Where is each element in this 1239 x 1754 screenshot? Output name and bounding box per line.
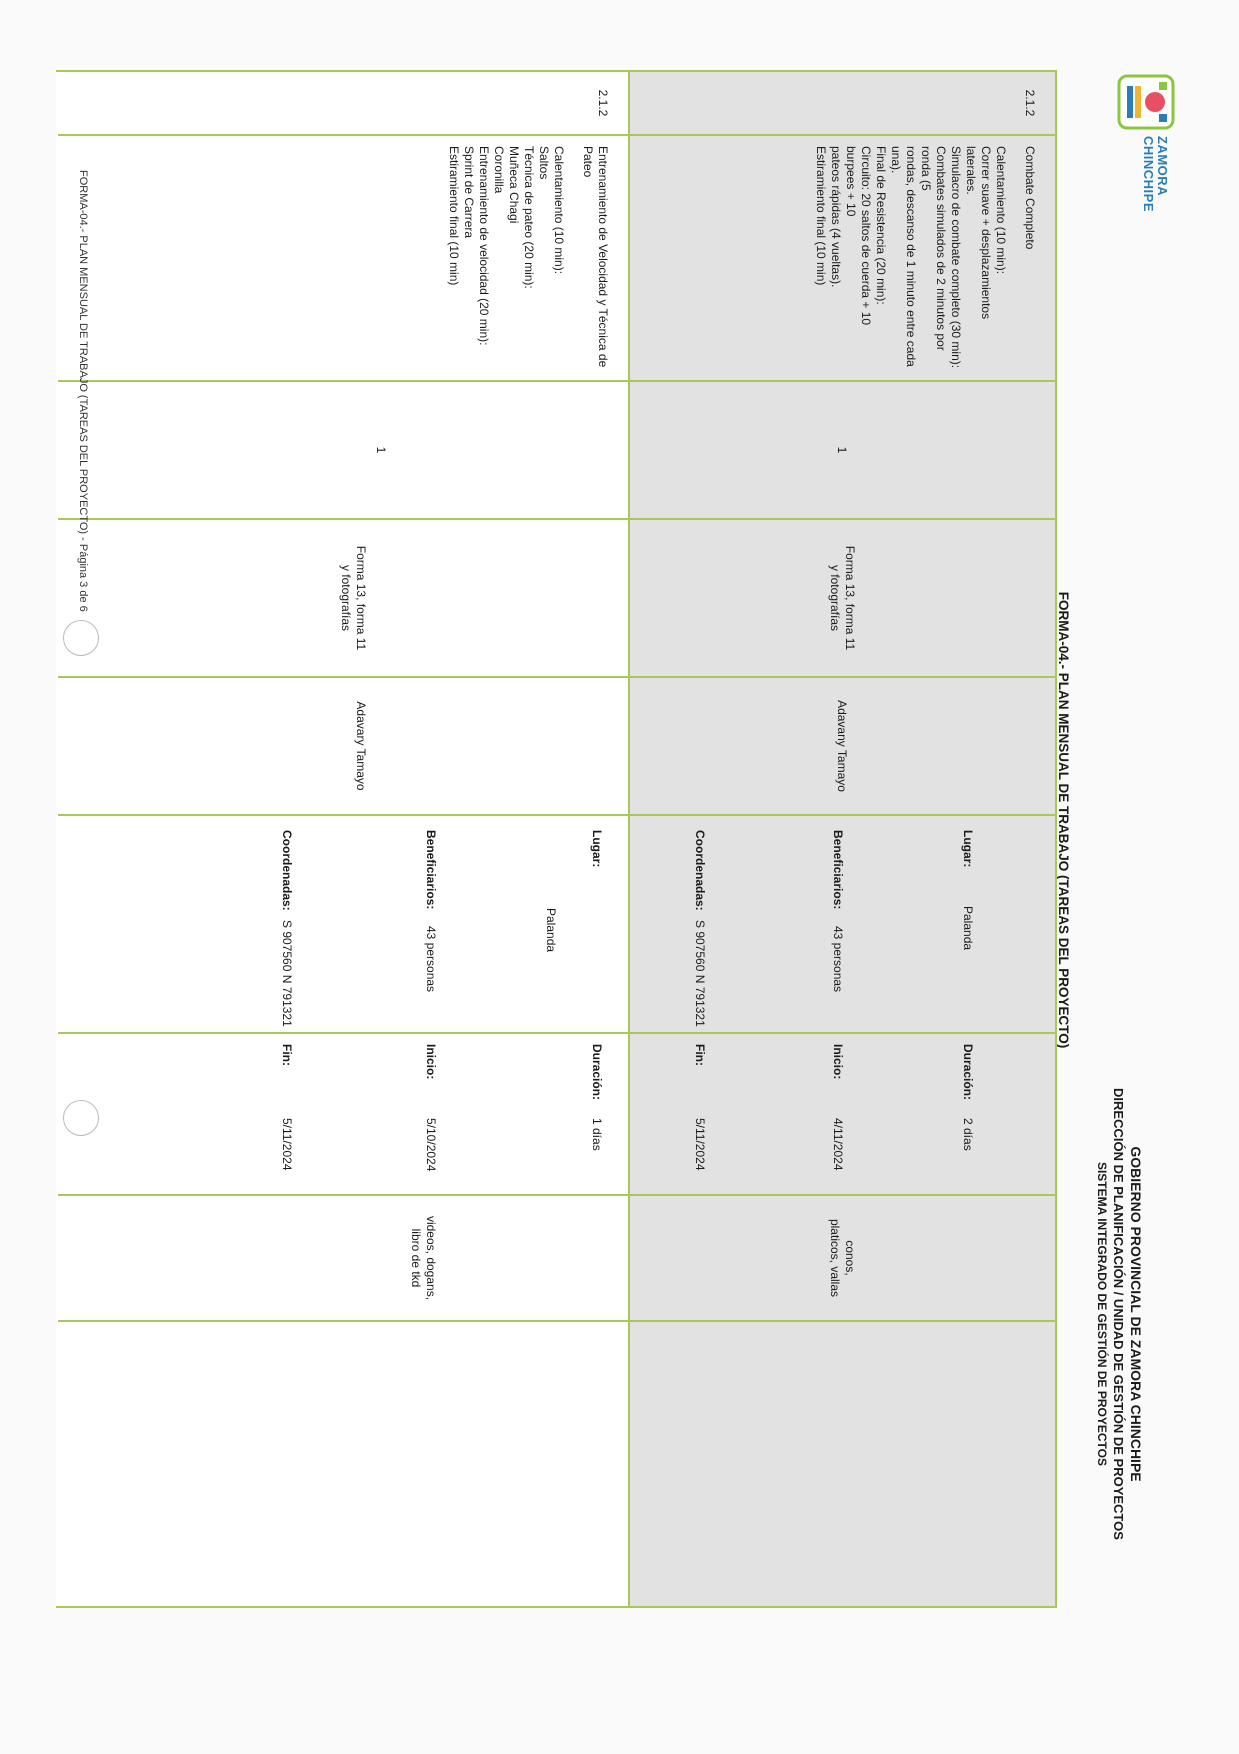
duracion-value: 2 días bbox=[961, 1118, 975, 1151]
responsible: Adavany Tamayo bbox=[835, 700, 850, 792]
resources-cell bbox=[56, 1196, 628, 1320]
table-row bbox=[56, 72, 628, 1606]
verification-cell bbox=[629, 520, 1055, 676]
responsible-cell bbox=[56, 678, 628, 814]
logo-emblem-icon bbox=[1115, 72, 1177, 132]
resources-cell bbox=[629, 1196, 1055, 1320]
table-row bbox=[629, 72, 1055, 1606]
work-plan-table bbox=[56, 70, 1057, 1608]
task-code: 2.1.2 bbox=[596, 89, 610, 117]
responsible-cell bbox=[629, 678, 1055, 814]
coordenadas-label: Coordenadas: bbox=[280, 830, 294, 911]
inicio-label: Inicio: bbox=[831, 1044, 845, 1080]
responsible: Adavary Tamayo bbox=[354, 701, 368, 791]
verification-cell bbox=[56, 520, 628, 676]
duracion-label: Duración: bbox=[961, 1044, 975, 1101]
lugar-label: Lugar: bbox=[961, 830, 975, 868]
document-header bbox=[1093, 1034, 1144, 1594]
inicio-value: 4/11/2024 bbox=[831, 1118, 845, 1171]
coordenadas-label: Coordenadas: bbox=[693, 830, 707, 911]
task-line: Entrenamiento de velocidad (20 min): bbox=[477, 146, 491, 346]
fin-value: 5/11/2024 bbox=[693, 1118, 707, 1171]
lugar-value: Palanda bbox=[544, 908, 558, 953]
beneficiarios-label: Beneficiarios: bbox=[424, 830, 438, 910]
task-line: Calentamiento (10 min): bbox=[994, 146, 1008, 275]
task-title: Combate Completo bbox=[1023, 146, 1037, 250]
quantity-cell bbox=[56, 382, 628, 518]
column-divider bbox=[58, 1194, 1055, 1196]
task-title: Entrenamiento de Velocidad y Técnica de Pateo bbox=[581, 146, 610, 368]
logo-text-zamora: ZAMORA bbox=[1155, 136, 1170, 197]
duracion-label: Duración: bbox=[590, 1044, 604, 1101]
task-line: Final de Resistencia (20 min): bbox=[874, 146, 888, 305]
column-divider bbox=[58, 518, 1055, 520]
task-line: Circuito: 20 saltos de cuerda + 10 burpees + 10 bbox=[844, 146, 873, 326]
lugar-value: Palanda bbox=[961, 906, 975, 951]
task-line: pateos rápidas (4 vueltas). bbox=[829, 146, 843, 288]
beneficiarios-value: 43 personas bbox=[424, 926, 438, 993]
form-title: FORMA-04.- PLAN MENSUAL DE TRABAJO (TAREAS DEL PROYECTO) bbox=[1056, 591, 1071, 1049]
coordenadas-value: S 907560 N 791321 bbox=[280, 920, 294, 1027]
inicio-value: 5/10/2024 bbox=[424, 1118, 438, 1172]
task-description-cell bbox=[629, 136, 1055, 380]
location-cell bbox=[56, 816, 628, 1032]
task-line: Combates simulados de 2 minutos por ronda (5 bbox=[919, 146, 948, 351]
punch-hole bbox=[63, 620, 99, 656]
header-system: SISTEMA INTEGRADO DE GESTIÓN DE PROYECTOS bbox=[1095, 1161, 1109, 1467]
task-line: Simulacro de combate completo (30 min): bbox=[949, 146, 963, 369]
fin-label: Fin: bbox=[693, 1044, 707, 1066]
task-line: Calentamiento (10 min): bbox=[552, 146, 566, 275]
task-description-cell bbox=[56, 136, 628, 380]
task-line: Técnica de pateo (20 min): bbox=[522, 146, 536, 289]
task-line: Correr suave + desplazamientos laterales. bbox=[964, 146, 993, 320]
quantity: 1 bbox=[374, 446, 388, 454]
task-code: 2.1.2 bbox=[1023, 89, 1037, 117]
page-footer: FORMA-04.- PLAN MENSUAL DE TRABAJO (TAREAS DEL PROYECTO) - Página 3 de 6 bbox=[77, 170, 89, 612]
logo-text-chinchipe: CHINCHIPE bbox=[1141, 136, 1156, 213]
lugar-label: Lugar: bbox=[590, 830, 604, 868]
task-line: Estiramiento final (10 min) bbox=[447, 146, 461, 286]
dates-cell bbox=[56, 1034, 628, 1194]
task-line: Muñeca Chagi bbox=[507, 146, 521, 224]
verification-means: Forma 13, forma 11 y fotografías bbox=[339, 545, 368, 651]
task-line: Saltos bbox=[537, 146, 551, 180]
column-divider bbox=[58, 1032, 1055, 1034]
fin-value: 5/11/2024 bbox=[280, 1118, 294, 1171]
punch-hole bbox=[63, 1100, 99, 1136]
quantity-cell bbox=[629, 382, 1055, 518]
header-direction: DIRECCIÓN DE PLANIFICACIÓN / UNIDAD DE GESTIÓN DE PROYECTOS bbox=[1111, 1088, 1126, 1540]
beneficiarios-label: Beneficiarios: bbox=[831, 830, 845, 910]
task-line: Coronilla bbox=[492, 146, 506, 194]
duracion-value: 1 días bbox=[590, 1118, 604, 1151]
column-divider bbox=[58, 676, 1055, 678]
row-divider bbox=[628, 72, 630, 1606]
inicio-label: Inicio: bbox=[424, 1044, 438, 1080]
verification-means: Forma 13, forma 11 y fotografías bbox=[828, 545, 857, 651]
resources: videos, dogans, libro de tkd bbox=[409, 1215, 438, 1301]
task-line: Estiramiento final (10 min) bbox=[814, 146, 828, 286]
coordenadas-value: S 907560 N 791321 bbox=[693, 920, 707, 1027]
quantity: 1 bbox=[835, 446, 850, 454]
location-cell bbox=[629, 816, 1055, 1032]
resources: conos, platicos, vallas bbox=[828, 1218, 857, 1298]
notes-cell bbox=[56, 1322, 628, 1606]
column-divider bbox=[58, 134, 1055, 136]
column-divider bbox=[58, 1320, 1055, 1322]
notes-cell bbox=[629, 1322, 1055, 1606]
task-code-cell bbox=[56, 72, 628, 134]
column-divider bbox=[58, 380, 1055, 382]
column-divider bbox=[58, 814, 1055, 816]
zamora-chinchipe-logo bbox=[1107, 72, 1177, 213]
fin-label: Fin: bbox=[280, 1044, 294, 1066]
task-line: Sprint de Carrera bbox=[462, 146, 476, 239]
task-line: rondas, descanso de 1 minuto entre cada una). bbox=[889, 146, 918, 367]
dates-cell bbox=[629, 1034, 1055, 1194]
beneficiarios-value: 43 personas bbox=[831, 926, 845, 993]
header-government: GOBIERNO PROVINCIAL DE ZAMORA CHINCHIPE bbox=[1128, 1146, 1144, 1482]
task-code-cell bbox=[629, 72, 1055, 134]
